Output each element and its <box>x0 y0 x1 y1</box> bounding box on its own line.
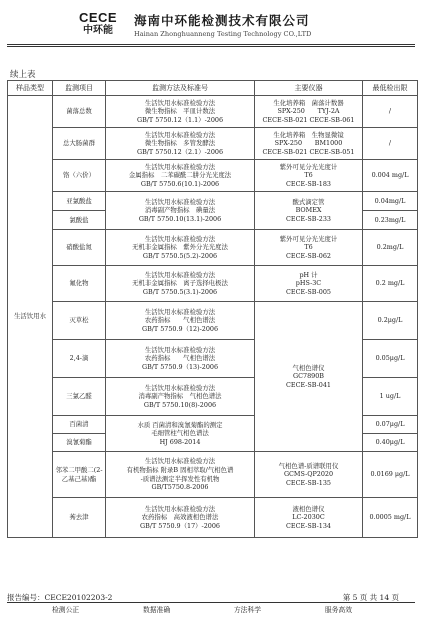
instrument-cell <box>255 128 363 160</box>
method-line: 生活饮用水标准检验方法 <box>144 162 216 171</box>
limit-cell: 0.2mg/L <box>363 230 418 266</box>
motto: 检测公正 <box>52 606 80 614</box>
limit-cell: 0.40μg/L <box>363 434 418 452</box>
motto: 方法科学 <box>233 606 262 614</box>
instrument-line: 气相色谱仪 <box>292 363 325 372</box>
company-logo <box>78 11 118 37</box>
instrument-line: SPX-250 BM1000 <box>274 139 343 148</box>
instrument-line: 液相色谱仪 <box>292 504 325 513</box>
item-cell: 亚氯酸盐 <box>53 192 106 211</box>
instrument-line: CECE-SB-021 CECE-SB-051 <box>262 147 355 156</box>
header-cell: 监测项目 <box>53 81 106 96</box>
instrument-line: T6 <box>304 171 313 180</box>
method-line: 消毒副产物指标 气相色谱法 <box>138 392 222 401</box>
method-line: 水质 百菌清和溴氰菊酯的测定 <box>137 420 223 429</box>
limit-cell: 0.004 mg/L <box>363 160 418 192</box>
instrument-cell <box>255 230 363 266</box>
method-line: 生活饮用水标准检验方法 <box>144 197 216 206</box>
method-line: 生活饮用水标准检验方法 <box>144 345 216 354</box>
header-cell: 主要仪器 <box>255 81 363 96</box>
instrument-line: GCMS-QP2020 <box>283 470 334 479</box>
instrument-line: T6 <box>304 243 313 252</box>
limit-cell: 0.04mg/L <box>363 192 418 211</box>
method-line: 有机物指标 附录B 固相萃取/气相色谱 <box>126 465 234 474</box>
item-cell: 铬（六价） <box>53 160 106 192</box>
method-cell <box>106 266 255 302</box>
table-row <box>8 192 418 211</box>
table-row <box>8 96 418 128</box>
instrument-line: pH 计 <box>299 270 318 279</box>
method-cell <box>106 160 255 192</box>
instrument-line: 生化培养箱 生物显微镜 <box>273 130 344 139</box>
method-line: 生活饮用水标准检验方法 <box>144 504 216 513</box>
instrument-line: CECE-SB-135 <box>286 478 331 487</box>
method-line: GB/T 5750.10(8)-2006 <box>143 400 217 409</box>
instrument-line: SPX-250 TYJ-2A <box>277 107 340 116</box>
instrument-line: CECE-SB-005 <box>286 287 331 296</box>
limit-cell: 0.2 mg/L <box>363 266 418 302</box>
logo-text-cn: 中环能 <box>83 25 113 36</box>
method-line: 毛细管柱气相色谱法 <box>151 429 209 438</box>
method-line: GB/T 5750.5(5.2)-2006 <box>142 251 218 260</box>
instrument-line: LC-2030C <box>292 513 325 522</box>
method-line: GB/T 5750.12（2.1）-2006 <box>136 147 224 156</box>
company-name-cn: 海南中环能检测技术有限公司 <box>134 13 310 28</box>
method-line: 微生物指标 多管发酵法 <box>144 139 216 148</box>
method-cell <box>106 302 255 340</box>
method-line: GB/T 5750.9（13)-2006 <box>141 362 219 371</box>
limit-cell: 0.0169 μg/L <box>363 452 418 498</box>
instrument-cell <box>255 192 363 230</box>
page-number: 第 5 页 共 14 页 <box>342 593 399 602</box>
item-cell: 硝酸盐氮 <box>53 230 106 266</box>
instrument-line: 生化培养箱 菌落计数器 <box>273 98 344 107</box>
header-divider <box>7 44 415 45</box>
method-cell <box>106 498 255 538</box>
table-row <box>8 498 418 538</box>
item-cell: 氟化物 <box>53 266 106 302</box>
method-line: HJ 698-2014 <box>159 437 201 446</box>
limit-cell: / <box>363 128 418 160</box>
item-cell: 总大肠菌群 <box>53 128 106 160</box>
table-header-row <box>8 81 418 96</box>
method-line: -质谱法测定半挥发性有机物 <box>140 474 220 483</box>
method-line: GB/T 5750.9（17）-2006 <box>140 521 220 530</box>
limit-cell: 1 ug/L <box>363 378 418 416</box>
method-line: 金属指标 二苯碳酰二肼分光光度法 <box>128 171 232 180</box>
item-cell: 氯酸盐 <box>53 211 106 230</box>
item-cell: 2,4-滴 <box>53 340 106 378</box>
method-line: 农药指标 气相色谱法 <box>144 316 216 325</box>
method-line: 无机非金属指标 紫外分光光度法 <box>132 243 228 252</box>
sample-type-cell: 生活饮用水 <box>8 96 53 538</box>
report-number: 报告编号：CECE20102203-2 <box>7 593 113 602</box>
instrument-line: BOMEX <box>295 206 322 215</box>
instrument-cell <box>255 96 363 128</box>
method-line: 微生物指标 平皿计数法 <box>144 107 216 116</box>
instrument-line: pHS-3C <box>295 279 322 288</box>
method-cell <box>106 128 255 160</box>
table-row <box>8 160 418 192</box>
header-divider-thin <box>7 46 415 47</box>
method-cell <box>106 452 255 498</box>
instrument-line: 气相色谱-质谱联用仪 <box>278 461 339 470</box>
method-line: GB/T 5750.10(13.1)-2006 <box>138 214 222 223</box>
method-line: 生活饮用水标准检验方法 <box>144 234 216 243</box>
instrument-cell <box>255 302 363 452</box>
method-line: GB/T5750.8-2006 <box>151 483 209 492</box>
instrument-line: CECE-SB-041 <box>286 380 331 389</box>
instrument-line: CECE-SB-134 <box>286 521 331 530</box>
footer-divider <box>7 602 415 603</box>
table-row <box>8 230 418 266</box>
method-line: 生活饮用水标准检验方法 <box>144 270 216 279</box>
method-line: 生活饮用水标准检验方法 <box>144 98 216 107</box>
method-line: 无机非金属指标 离子选择电极法 <box>132 279 228 288</box>
item-cell: 灭草松 <box>53 302 106 340</box>
instrument-line: CECE-SB-062 <box>286 251 331 260</box>
method-cell <box>106 230 255 266</box>
instrument-line: CECE-SB-183 <box>286 179 331 188</box>
instrument-cell <box>255 498 363 538</box>
limit-cell: 0.05μg/L <box>363 340 418 378</box>
motto: 数据准确 <box>142 606 171 614</box>
header-cell: 最低检出限 <box>363 81 418 96</box>
table-row <box>8 302 418 340</box>
limit-cell: 0.0005 mg/L <box>363 498 418 538</box>
instrument-line: CECE-SB-021 CECE-SB-061 <box>262 115 355 124</box>
method-cell <box>106 416 255 452</box>
item-cell: 溴氰菊酯 <box>53 434 106 452</box>
method-line: 生活饮用水标准检验方法 <box>144 457 216 466</box>
table-row <box>8 452 418 498</box>
method-line: GB/T 5750.9（12)-2006 <box>141 324 219 333</box>
table-row <box>8 266 418 302</box>
method-line: 生活饮用水标准检验方法 <box>144 307 216 316</box>
header-cell: 监测方法及标准号 <box>106 81 255 96</box>
method-line: 生活饮用水标准检验方法 <box>144 383 216 392</box>
item-cell: 三氯乙醛 <box>53 378 106 416</box>
method-cell <box>106 340 255 378</box>
instrument-cell <box>255 266 363 302</box>
instrument-line: 紫外可见分光光度计 <box>279 162 338 171</box>
method-line: GB/T 5750.5(3.1)-2006 <box>142 287 218 296</box>
item-cell: 莠去津 <box>53 498 106 538</box>
table-row <box>8 128 418 160</box>
continued-label: 续上表 <box>10 70 36 80</box>
method-line: 消毒副产物指标 碘量法 <box>144 206 216 215</box>
method-cell <box>106 378 255 416</box>
instrument-cell <box>255 160 363 192</box>
item-cell: 百菌清 <box>53 416 106 434</box>
limit-cell: 0.07μg/L <box>363 416 418 434</box>
method-line: GB/T 5750.12（1.1）-2006 <box>136 115 224 124</box>
limit-cell: 0.23mg/L <box>363 211 418 230</box>
company-name-en: Hainan Zhonghuanneng Testing Technology CO.,LTD <box>134 30 312 38</box>
method-cell <box>106 192 255 230</box>
limit-cell: / <box>363 96 418 128</box>
method-cell <box>106 96 255 128</box>
instrument-line: 紫外可见分光光度计 <box>279 234 338 243</box>
item-cell: 邻苯二甲酸二(2-乙基己基)酯 <box>53 452 106 498</box>
instrument-line: CECE-SB-233 <box>286 214 331 223</box>
header-cell: 样品类型 <box>8 81 53 96</box>
method-line: 农药指标 高效液相色谱法 <box>141 513 219 522</box>
test-methods-table <box>7 80 418 538</box>
item-cell: 菌落总数 <box>53 96 106 128</box>
limit-cell: 0.2μg/L <box>363 302 418 340</box>
motto: 服务高效 <box>324 606 352 614</box>
instrument-line: GC7890B <box>293 372 324 381</box>
logo-text-en: CECE <box>78 10 118 25</box>
method-line: 生活饮用水标准检验方法 <box>144 130 216 139</box>
instrument-cell <box>255 452 363 498</box>
method-line: 农药指标 气相色谱法 <box>144 354 216 363</box>
instrument-line: 酸式滴定管 <box>292 197 325 206</box>
method-line: GB/T 5750.6(10.1)-2006 <box>140 179 220 188</box>
footer-mottos <box>52 604 352 614</box>
